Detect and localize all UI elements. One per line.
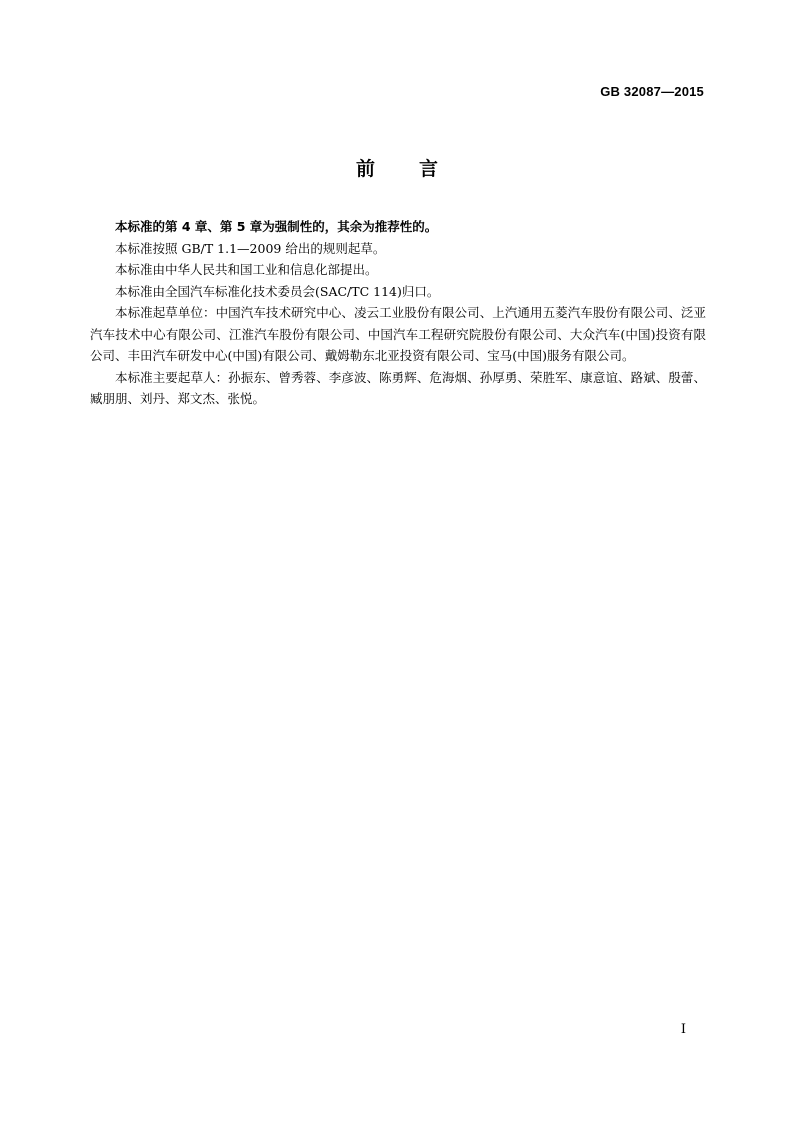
page-title: 前言 [355, 158, 482, 180]
paragraph-drafting-rules: 本标准按照 GB/T 1.1—2009 给出的规则起草。 [115, 240, 386, 256]
paragraph-proposer: 本标准由中华人民共和国工业和信息化部提出。 [115, 262, 378, 277]
paragraph-mandatory-clauses: 本标准的第 4 章、第 5 章为强制性的，其余为推荐性的。 [115, 219, 438, 234]
paragraph-committee: 本标准由全国汽车标准化技术委员会(SAC/TC 114)归口。 [115, 283, 440, 299]
page-number: I [680, 1022, 686, 1037]
paragraph-drafters: 本标准主要起草人：孙振东、曾秀蓉、李彦波、陈勇辉、危海烟、孙厚勇、荣胜军、康意谊、路斌、殷蕾、臧朋朋、刘丹、郑文杰、张悦。 [90, 369, 706, 406]
paragraph-drafting-organizations: 本标准起草单位：中国汽车技术研究中心、凌云工业股份有限公司、上汽通用五菱汽车股份有限公司、泛亚汽车技术中心有限公司、江淮汽车股份有限公司、中国汽车工程研究院股份有限公司、大众汽车(中国)投资有限公司、丰田汽车研发中心(中国)有限公司、戴姆勒东北亚投资有限公司、宝马(中国)服务有限公司。 [90, 305, 706, 363]
standard-code: GB 32087—2015 [600, 84, 704, 99]
foreword-body [90, 216, 706, 410]
